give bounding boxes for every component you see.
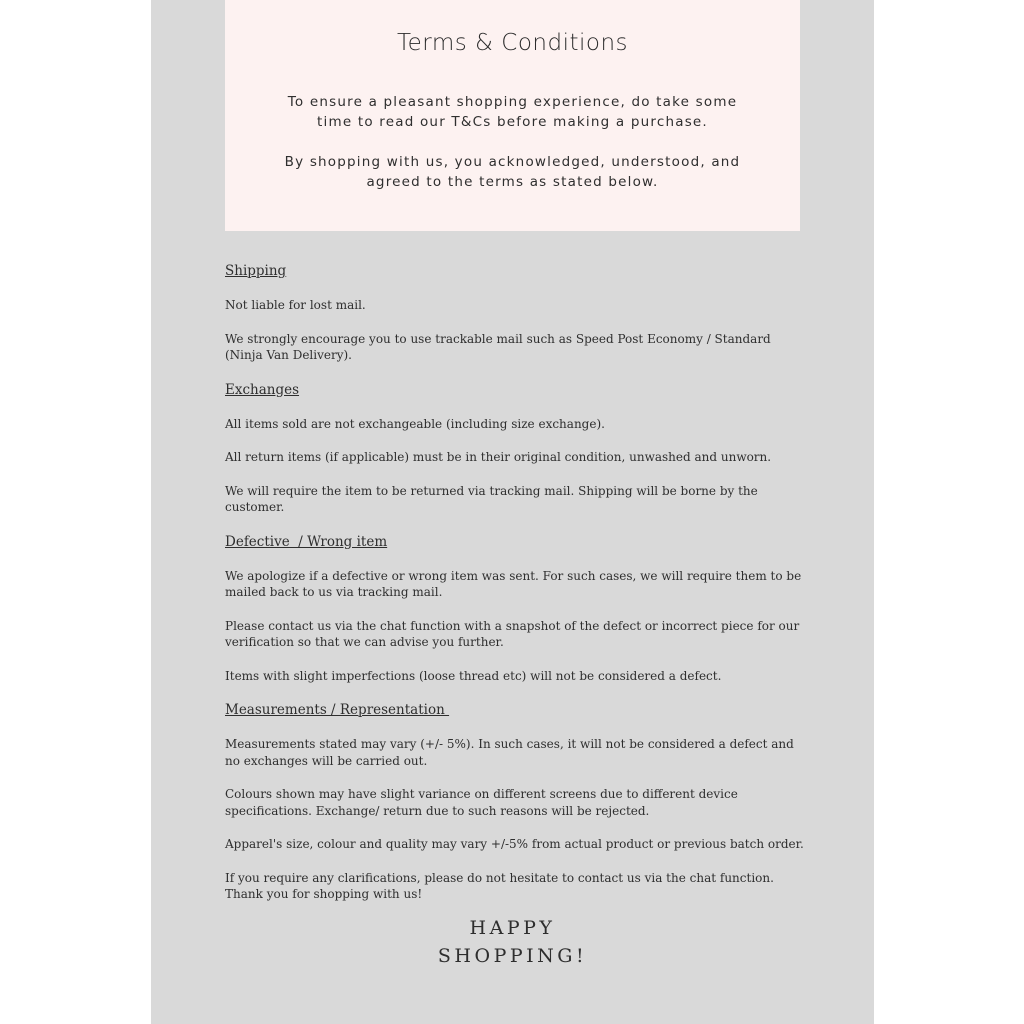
exchanges-paragraph: We will require the item to be returned via tracking mail. Shipping will be borne by the customer.	[225, 483, 758, 514]
intro-paragraph-1	[265, 92, 760, 132]
footer-line-1: HAPPY	[469, 917, 556, 939]
section-heading-measurements: Measurements / Representation	[225, 702, 450, 718]
section-heading-exchanges: Exchanges	[225, 381, 300, 398]
happy-shopping-footer	[151, 914, 874, 970]
closing-paragraph: If you require any clarifications, please do not hesitate to contact us via the chat function. Thank you for shopping with us!	[225, 870, 774, 901]
intro-1-line-1: To ensure a pleasant shopping experience, do take some	[287, 94, 738, 110]
footer-line-2: SHOPPING!	[437, 945, 588, 967]
measurements-paragraph: Apparel's size, colour and quality may vary +/-5% from actual product or previous batch order.	[225, 837, 804, 851]
defective-paragraph: Please contact us via the chat function with a snapshot of the defect or incorrect piece for our verification so that we can advise you further.	[225, 618, 800, 649]
exchanges-paragraph: All return items (if applicable) must be in their original condition, unwashed and unworn.	[225, 450, 772, 464]
shipping-paragraph: Not liable for lost mail.	[225, 298, 366, 312]
shipping-paragraph: We strongly encourage you to use trackable mail such as Speed Post Economy / Standard (Ninja Van Delivery).	[225, 331, 771, 362]
page-title: Terms & Conditions	[396, 30, 629, 56]
measurements-paragraph: Measurements stated may vary (+/- 5%). In such cases, it will not be considered a defect and no exchanges will be carried out.	[225, 737, 794, 768]
header-box	[225, 0, 800, 231]
intro-1-line-2: time to read our T&Cs before making a purchase.	[317, 114, 708, 130]
intro-paragraph-2	[265, 152, 760, 192]
document-page	[151, 0, 874, 1024]
defective-paragraph: We apologize if a defective or wrong item was sent. For such cases, we will require them to be mailed back to us via tracking mail.	[225, 568, 802, 599]
defective-paragraph: Items with slight imperfections (loose thread etc) will not be considered a defect.	[225, 668, 722, 683]
section-heading-shipping: Shipping	[225, 263, 287, 279]
exchanges-paragraph: All items sold are not exchangeable (including size exchange).	[225, 416, 605, 431]
intro-2-line-1: By shopping with us, you acknowledged, understood, and	[284, 154, 741, 170]
measurements-paragraph: Colours shown may have slight variance on different screens due to different device specifications. Exchange/ return due to such reasons will be rejected.	[225, 787, 738, 818]
terms-content	[225, 262, 805, 920]
section-heading-defective: Defective / Wrong item	[225, 533, 388, 550]
intro-2-line-2: agreed to the terms as stated below.	[366, 174, 659, 190]
